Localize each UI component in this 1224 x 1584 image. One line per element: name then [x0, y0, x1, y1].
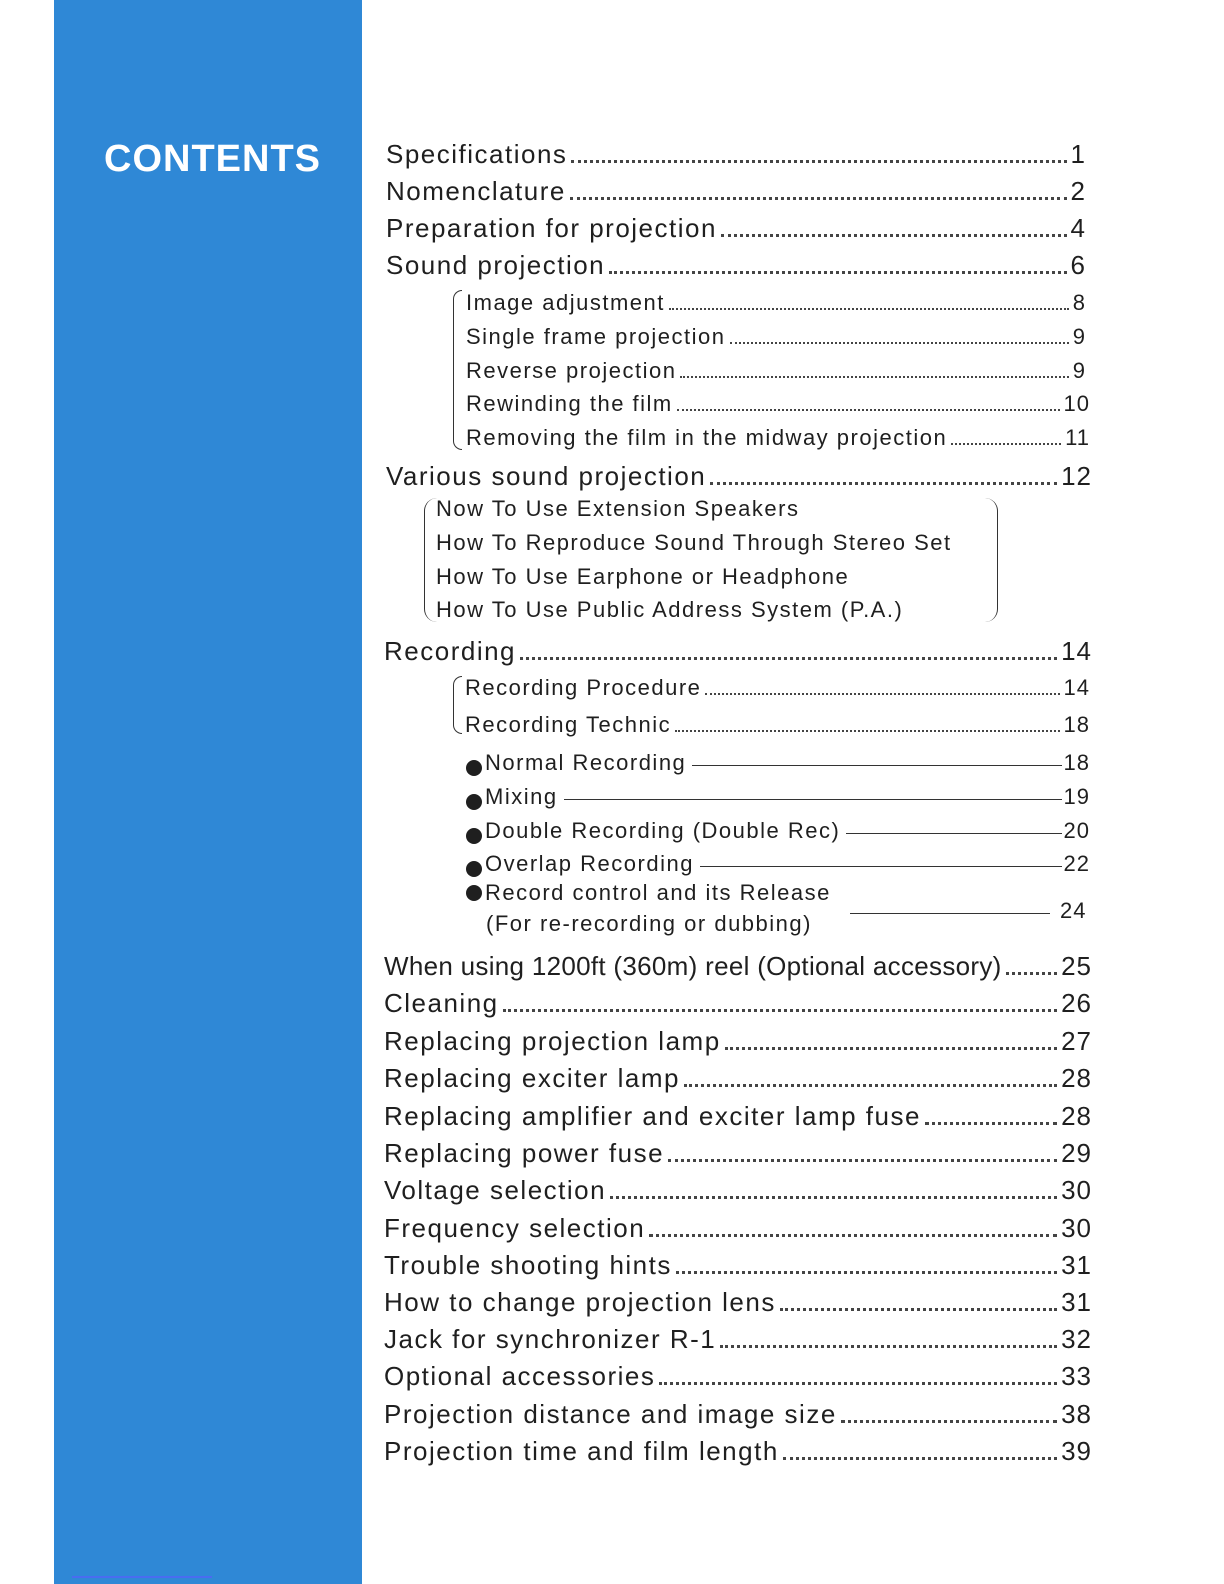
toc-label: Nomenclature	[386, 176, 566, 206]
bullet-icon	[466, 828, 482, 844]
toc-entry[interactable]	[384, 1358, 1092, 1392]
toc-page: 19	[1063, 784, 1090, 809]
dot-leader	[649, 1234, 1057, 1237]
toc-page: 14	[1061, 636, 1092, 666]
toc-label: Specifications	[386, 139, 568, 169]
toc-entry[interactable]	[386, 173, 1086, 207]
toc-label: Replacing exciter lamp	[384, 1063, 681, 1093]
toc-subentry[interactable]	[466, 387, 1090, 417]
toc-page: 24	[1060, 898, 1087, 923]
contents-heading: CONTENTS	[104, 138, 321, 180]
toc-subentry-record-control[interactable]	[466, 878, 1090, 942]
dot-leader	[721, 234, 1067, 237]
toc-subentry[interactable]	[465, 671, 1090, 701]
toc-label: Single frame projection	[466, 324, 726, 349]
dot-leader	[668, 1159, 1057, 1162]
toc-label: Image adjustment	[466, 290, 665, 315]
toc-page: 28	[1061, 1063, 1092, 1093]
bullet-icon	[466, 885, 482, 901]
dot-leader	[680, 376, 1068, 378]
toc-page: 25	[1061, 951, 1092, 981]
dot-leader	[676, 1271, 1057, 1274]
toc-page: 27	[1061, 1026, 1092, 1056]
toc-page: 6	[1070, 250, 1086, 280]
toc-page: 22	[1063, 851, 1090, 876]
toc-subentry[interactable]	[466, 320, 1086, 350]
dot-leader	[675, 730, 1059, 732]
rule-leader	[846, 833, 1061, 834]
toc-label: Recording Technic	[465, 712, 672, 737]
toc-label: Reverse projection	[466, 358, 677, 383]
toc-page: 26	[1061, 988, 1092, 1018]
dot-leader	[725, 1047, 1057, 1050]
dot-leader	[610, 1196, 1057, 1199]
toc-label: Double Recording (Double Rec)	[485, 818, 841, 843]
toc-entry[interactable]	[384, 1396, 1092, 1430]
toc-label: Record control and its Release	[485, 880, 831, 905]
toc-subentry[interactable]	[466, 354, 1086, 384]
toc-label: Mixing	[485, 784, 558, 809]
toc-label: Jack for synchronizer R-1	[384, 1324, 717, 1354]
bullet-icon	[466, 760, 482, 776]
toc-subentry[interactable]	[466, 847, 1090, 877]
toc-page: 32	[1061, 1324, 1092, 1354]
toc-entry[interactable]	[384, 1135, 1092, 1169]
toc-entry[interactable]	[384, 1210, 1092, 1244]
toc-page: 14	[1063, 675, 1090, 700]
toc-note[interactable]: How To Use Earphone or Headphone	[436, 564, 850, 589]
toc-subentry[interactable]	[466, 421, 1090, 451]
dot-leader	[571, 160, 1066, 163]
toc-page: 10	[1063, 391, 1090, 416]
toc-label: Recording Procedure	[465, 675, 702, 700]
toc-entry[interactable]	[384, 1433, 1092, 1467]
toc-label: Replacing power fuse	[384, 1138, 665, 1168]
toc-page: 31	[1061, 1250, 1092, 1280]
toc-entry[interactable]	[384, 1060, 1092, 1094]
toc-page: 9	[1072, 324, 1086, 349]
toc-note[interactable]: How To Reproduce Sound Through Stereo Set	[436, 530, 952, 555]
dot-leader	[503, 1009, 1057, 1012]
toc-entry[interactable]	[384, 948, 1092, 982]
toc-page: 18	[1063, 712, 1090, 737]
toc-label: Projection time and film length	[384, 1436, 779, 1466]
toc-page: 1	[1070, 139, 1086, 169]
dot-leader	[609, 271, 1066, 274]
toc-page: 39	[1061, 1436, 1092, 1466]
toc-label: Rewinding the film	[466, 391, 673, 416]
toc-page: 8	[1072, 290, 1086, 315]
dot-leader	[730, 342, 1069, 344]
toc-entry[interactable]	[384, 1321, 1092, 1355]
dot-leader	[951, 443, 1061, 445]
dot-leader	[677, 409, 1060, 411]
record-control-line1	[466, 880, 831, 906]
toc-label: Voltage selection	[384, 1175, 607, 1205]
bracket	[453, 290, 462, 450]
toc-entry[interactable]	[386, 136, 1086, 170]
toc-label: Cleaning	[384, 988, 499, 1018]
dot-leader	[570, 197, 1067, 200]
toc-label: Replacing projection lamp	[384, 1026, 721, 1056]
dot-leader	[705, 693, 1059, 695]
toc-entry[interactable]	[386, 247, 1086, 281]
toc-subentry[interactable]	[466, 286, 1086, 316]
rule-leader	[850, 913, 1050, 914]
toc-subentry[interactable]	[466, 746, 1090, 776]
toc-page: 9	[1072, 358, 1086, 383]
toc-page: 4	[1070, 213, 1086, 243]
toc-entry[interactable]	[384, 1023, 1092, 1057]
toc-label: Optional accessories	[384, 1361, 656, 1391]
dot-leader	[925, 1122, 1057, 1125]
toc-subentry[interactable]	[466, 814, 1090, 844]
toc-entry[interactable]	[386, 458, 1092, 492]
toc-label: Preparation for projection	[386, 213, 717, 243]
toc-page: 30	[1061, 1175, 1092, 1205]
dot-leader	[710, 482, 1057, 485]
toc-label: Frequency selection	[384, 1213, 646, 1243]
dot-leader	[659, 1382, 1057, 1385]
bullet-icon	[466, 861, 482, 877]
toc-subentry[interactable]	[466, 780, 1090, 810]
dot-leader	[669, 308, 1069, 310]
dot-leader	[783, 1457, 1057, 1460]
toc-label: Replacing amplifier and exciter lamp fuse	[384, 1101, 921, 1131]
toc-label: Various sound projection	[386, 461, 707, 491]
toc-entry[interactable]	[384, 1247, 1092, 1281]
toc-page: 33	[1061, 1361, 1092, 1391]
toc-page: 31	[1061, 1287, 1092, 1317]
toc-subentry[interactable]	[465, 708, 1090, 738]
toc-entry[interactable]	[384, 1172, 1092, 1206]
toc-entry[interactable]	[384, 985, 1092, 1019]
dot-leader	[841, 1420, 1057, 1423]
dot-leader	[684, 1084, 1057, 1087]
toc-page: 20	[1063, 818, 1090, 843]
toc-page: 18	[1063, 750, 1090, 775]
toc-entry[interactable]	[384, 1284, 1092, 1318]
toc-page: 29	[1061, 1138, 1092, 1168]
bullet-icon	[466, 794, 482, 810]
toc-entry[interactable]	[384, 1098, 1092, 1132]
toc-page: 2	[1070, 176, 1086, 206]
toc-page: 28	[1061, 1101, 1092, 1131]
parenthesis-right	[985, 498, 998, 622]
toc-label: When using 1200ft (360m) reel (Optional accessory)	[384, 951, 1002, 981]
dot-leader	[780, 1308, 1057, 1311]
rule-leader	[700, 866, 1062, 867]
toc-label: How to change projection lens	[384, 1287, 776, 1317]
toc-note[interactable]: How To Use Public Address System (P.A.)	[436, 597, 904, 622]
toc-entry[interactable]	[386, 210, 1086, 244]
toc-page: 11	[1065, 425, 1090, 450]
bracket	[453, 676, 462, 734]
rule-leader	[692, 765, 1061, 766]
toc-page: 38	[1061, 1399, 1092, 1429]
toc-label-continued: (For re-recording or dubbing)	[486, 911, 812, 936]
rule-leader	[564, 799, 1062, 800]
toc-label: Projection distance and image size	[384, 1399, 837, 1429]
toc-note[interactable]: Now To Use Extension Speakers	[436, 496, 800, 521]
toc-label: Normal Recording	[485, 750, 687, 775]
toc-page: 30	[1061, 1213, 1092, 1243]
toc-page: 12	[1061, 461, 1092, 491]
toc-label: Trouble shooting hints	[384, 1250, 672, 1280]
toc-label: Sound projection	[386, 250, 606, 280]
toc-label: Removing the film in the midway projection	[466, 425, 948, 450]
dot-leader	[520, 657, 1057, 660]
dot-leader	[1006, 972, 1057, 975]
toc-entry[interactable]	[384, 633, 1092, 667]
dot-leader	[720, 1345, 1057, 1348]
toc-label: Overlap Recording	[485, 851, 694, 876]
toc-label: Recording	[384, 636, 517, 666]
